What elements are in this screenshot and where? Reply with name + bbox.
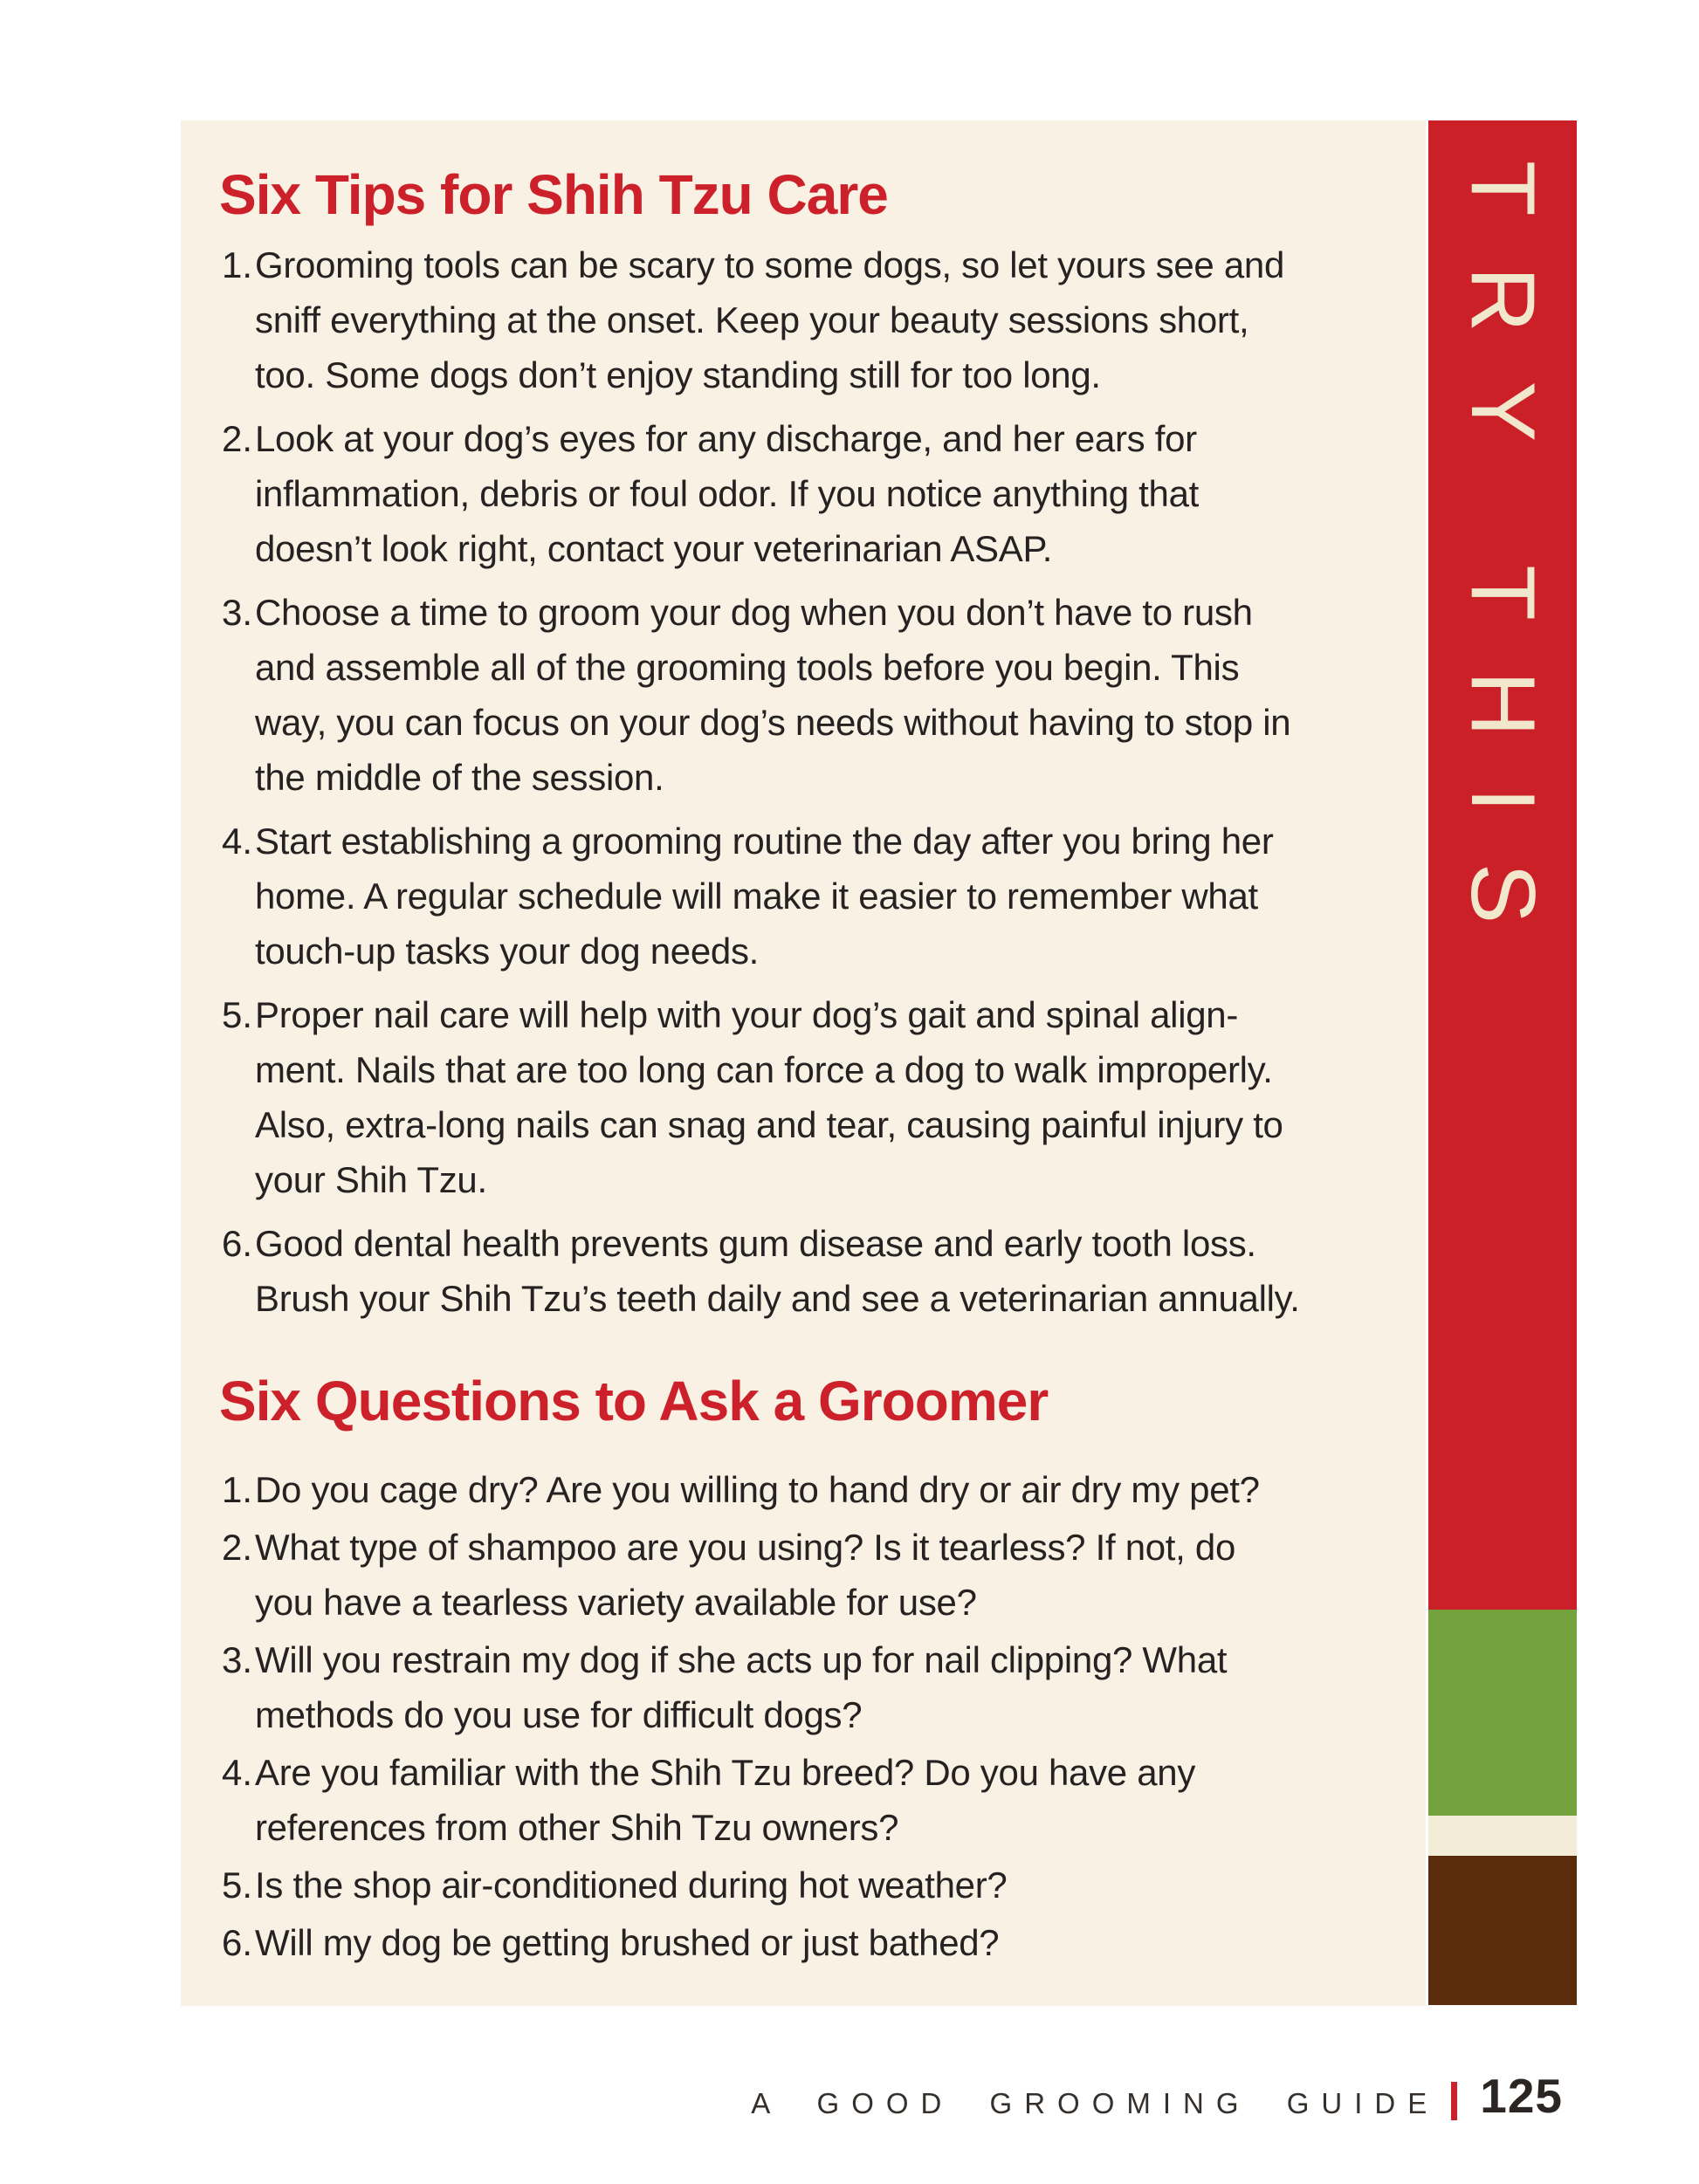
tip-item-number: 2. xyxy=(222,418,253,459)
tip-item xyxy=(222,411,1300,576)
tip-line: Brush your Shih Tzu’s teeth daily and see a veterinarian annually. xyxy=(255,1278,1300,1319)
tip-line: and assemble all of the grooming tools before you begin. This xyxy=(255,647,1240,688)
footer-divider-bar xyxy=(1451,2082,1457,2120)
question-line: Will you restrain my dog if she acts up for nail clipping? What xyxy=(255,1639,1228,1680)
sidebar-block-green xyxy=(1428,1610,1577,1816)
tip-line: Start establishing a grooming routine the day after you bring her xyxy=(255,821,1274,862)
question-item-number: 5. xyxy=(222,1865,253,1906)
tip-line: the middle of the session. xyxy=(255,757,664,798)
footer-page-number: 125 xyxy=(1480,2069,1563,2123)
tip-line: Grooming tools can be scary to some dogs, so let yours see and xyxy=(255,244,1285,285)
tip-line: doesn’t look right, contact your veterinarian ASAP. xyxy=(255,528,1053,569)
tip-item-number: 6. xyxy=(222,1223,253,1264)
tip-item-number: 3. xyxy=(222,592,253,633)
tips-section-title: Six Tips for Shih Tzu Care xyxy=(219,163,888,226)
tip-item xyxy=(222,585,1300,805)
question-line: you have a tearless variety available for use? xyxy=(255,1582,977,1623)
tip-line: your Shih Tzu. xyxy=(255,1159,487,1200)
sidebar-tab-label: TRY THIS xyxy=(1452,161,1553,975)
question-item xyxy=(222,1915,1260,1970)
question-item-number: 4. xyxy=(222,1752,253,1793)
tip-line: touch-up tasks your dog needs. xyxy=(255,931,760,972)
question-item-number: 6. xyxy=(222,1922,253,1963)
tip-line: too. Some dogs don’t enjoy standing still for too long. xyxy=(255,354,1101,395)
content-panel xyxy=(181,120,1426,2006)
tip-line: Good dental health prevents gum disease and early tooth loss. xyxy=(255,1223,1256,1264)
tip-line: ment. Nails that are too long can force a dog to walk improperly. xyxy=(255,1049,1273,1090)
tip-line: Proper nail care will help with your dog’s gait and spinal align- xyxy=(255,994,1239,1035)
questions-section-title: Six Questions to Ask a Groomer xyxy=(219,1370,1049,1432)
question-item xyxy=(222,1745,1260,1855)
question-item xyxy=(222,1462,1260,1517)
question-item xyxy=(222,1632,1260,1742)
question-item xyxy=(222,1520,1260,1630)
tip-line: way, you can focus on your dog’s needs without having to stop in xyxy=(255,702,1291,743)
footer-series-title: A GOOD GROOMING GUIDE xyxy=(751,2087,1440,2119)
question-line: What type of shampoo are you using? Is it tearless? If not, do xyxy=(255,1527,1236,1568)
tip-item xyxy=(222,987,1300,1207)
tip-line: Also, extra-long nails can snag and tear, causing painful injury to xyxy=(255,1104,1283,1145)
tips-list xyxy=(222,237,1300,1326)
sidebar-block-brown xyxy=(1428,1856,1577,2005)
question-line: methods do you use for difficult dogs? xyxy=(255,1694,863,1735)
question-line: Are you familiar with the Shih Tzu breed? Do you have any xyxy=(255,1752,1196,1793)
tip-item xyxy=(222,1216,1300,1326)
question-item-number: 2. xyxy=(222,1527,253,1568)
tip-item xyxy=(222,814,1300,979)
question-line: Will my dog be getting brushed or just bathed? xyxy=(255,1922,1000,1963)
page-footer xyxy=(751,2069,1563,2123)
questions-list xyxy=(222,1462,1260,1970)
question-line: references from other Shih Tzu owners? xyxy=(255,1807,899,1848)
tip-item xyxy=(222,237,1300,402)
tip-item-number: 1. xyxy=(222,244,253,285)
question-item-number: 1. xyxy=(222,1469,253,1510)
tip-item-number: 5. xyxy=(222,994,253,1035)
question-item xyxy=(222,1858,1260,1913)
tip-line: Choose a time to groom your dog when you don’t have to rush xyxy=(255,592,1253,633)
tip-item-number: 4. xyxy=(222,821,253,862)
question-item-number: 3. xyxy=(222,1639,253,1680)
tip-line: home. A regular schedule will make it easier to remember what xyxy=(255,876,1258,917)
sidebar-block-cream xyxy=(1428,1816,1577,1856)
tip-line: sniff everything at the onset. Keep your beauty sessions short, xyxy=(255,299,1249,340)
question-line: Is the shop air-conditioned during hot weather? xyxy=(255,1865,1008,1906)
tip-line: inflammation, debris or foul odor. If you notice anything that xyxy=(255,473,1200,514)
tip-line: Look at your dog’s eyes for any discharge, and her ears for xyxy=(255,418,1197,459)
question-line: Do you cage dry? Are you willing to hand dry or air dry my pet? xyxy=(255,1469,1260,1510)
